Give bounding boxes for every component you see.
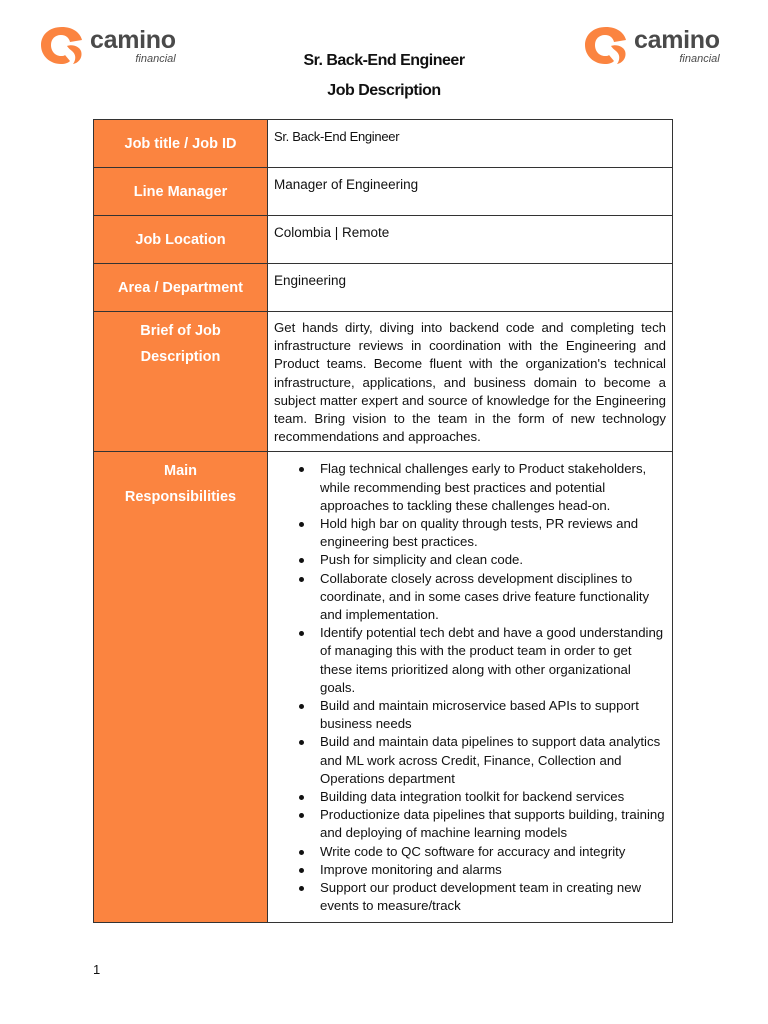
title-line-2: Job Description [327,82,441,99]
logo-wordmark: camino [634,26,720,54]
list-item: Productionize data pipelines that supports building, training and deploying of machine learning models [320,806,666,842]
brief-label-line-1: Brief of Job [140,323,221,339]
table-row [94,264,673,312]
row-value-responsibilities [268,452,673,922]
title-line-1: Sr. Back-End Engineer [303,52,465,69]
row-label-job-location: Job Location [94,216,268,264]
list-item: Collaborate closely across development disciplines to coordinate, and in some cases drive feature functionality and implementation. [320,570,666,625]
responsibilities-list [274,460,666,915]
row-label-line-manager: Line Manager [94,168,268,216]
row-value-department: Engineering [268,264,673,312]
row-label-brief [94,312,268,452]
logo-subtitle: financial [679,53,720,65]
list-item: Build and maintain microservice based APIs to support business needs [320,697,666,733]
row-label-responsibilities [94,452,268,922]
responsibilities-label-line-2: Responsibilities [124,489,237,506]
row-value-job-title: Sr. Back-End Engineer [268,120,673,168]
row-value-brief: Get hands dirty, diving into backend code and completing tech infrastructure reviews in coordination with the Engineering and Product teams. Become fluent with the organization's technical infrastructure, applications, and business domain to become a subject matter expert and source of knowledge for the Engineering team. Bring vision to the team in the form of new technology recommendations and approaches. [268,312,673,452]
list-item: Support our product development team in creating new events to measure/track [320,879,666,915]
list-item: Identify potential tech debt and have a good understanding of managing this with the product team in order to get these items prioritized along with other organizational goals. [320,624,666,697]
job-description-table [93,119,673,923]
list-item: Hold high bar on quality through tests, PR reviews and engineering best practices. [320,515,666,551]
list-item: Write code to QC software for accuracy and integrity [320,843,666,861]
logo-subtitle: financial [135,53,176,65]
list-item: Improve monitoring and alarms [320,861,666,879]
table-row [94,216,673,264]
table-row [94,452,673,922]
row-value-line-manager: Manager of Engineering [268,168,673,216]
row-label-job-title: Job title / Job ID [94,120,268,168]
list-item: Build and maintain data pipelines to support data analytics and ML work across Credit, Finance, Collection and Operations department [320,733,666,788]
logo-wordmark: camino [90,26,176,54]
brief-label-line-2: Description [140,349,221,365]
row-value-job-location: Colombia | Remote [268,216,673,264]
document-title [0,46,768,106]
page-number: 1 [93,962,101,977]
list-item: Push for simplicity and clean code. [320,551,666,569]
list-item: Building data integration toolkit for backend services [320,788,666,806]
list-item: Flag technical challenges early to Product stakeholders, while recommending best practices and potential approaches to tackling these challenges head-on. [320,460,666,515]
table-row [94,168,673,216]
table-row [94,312,673,452]
row-label-department: Area / Department [94,264,268,312]
table-row [94,120,673,168]
responsibilities-label-line-1: Main [163,463,198,480]
